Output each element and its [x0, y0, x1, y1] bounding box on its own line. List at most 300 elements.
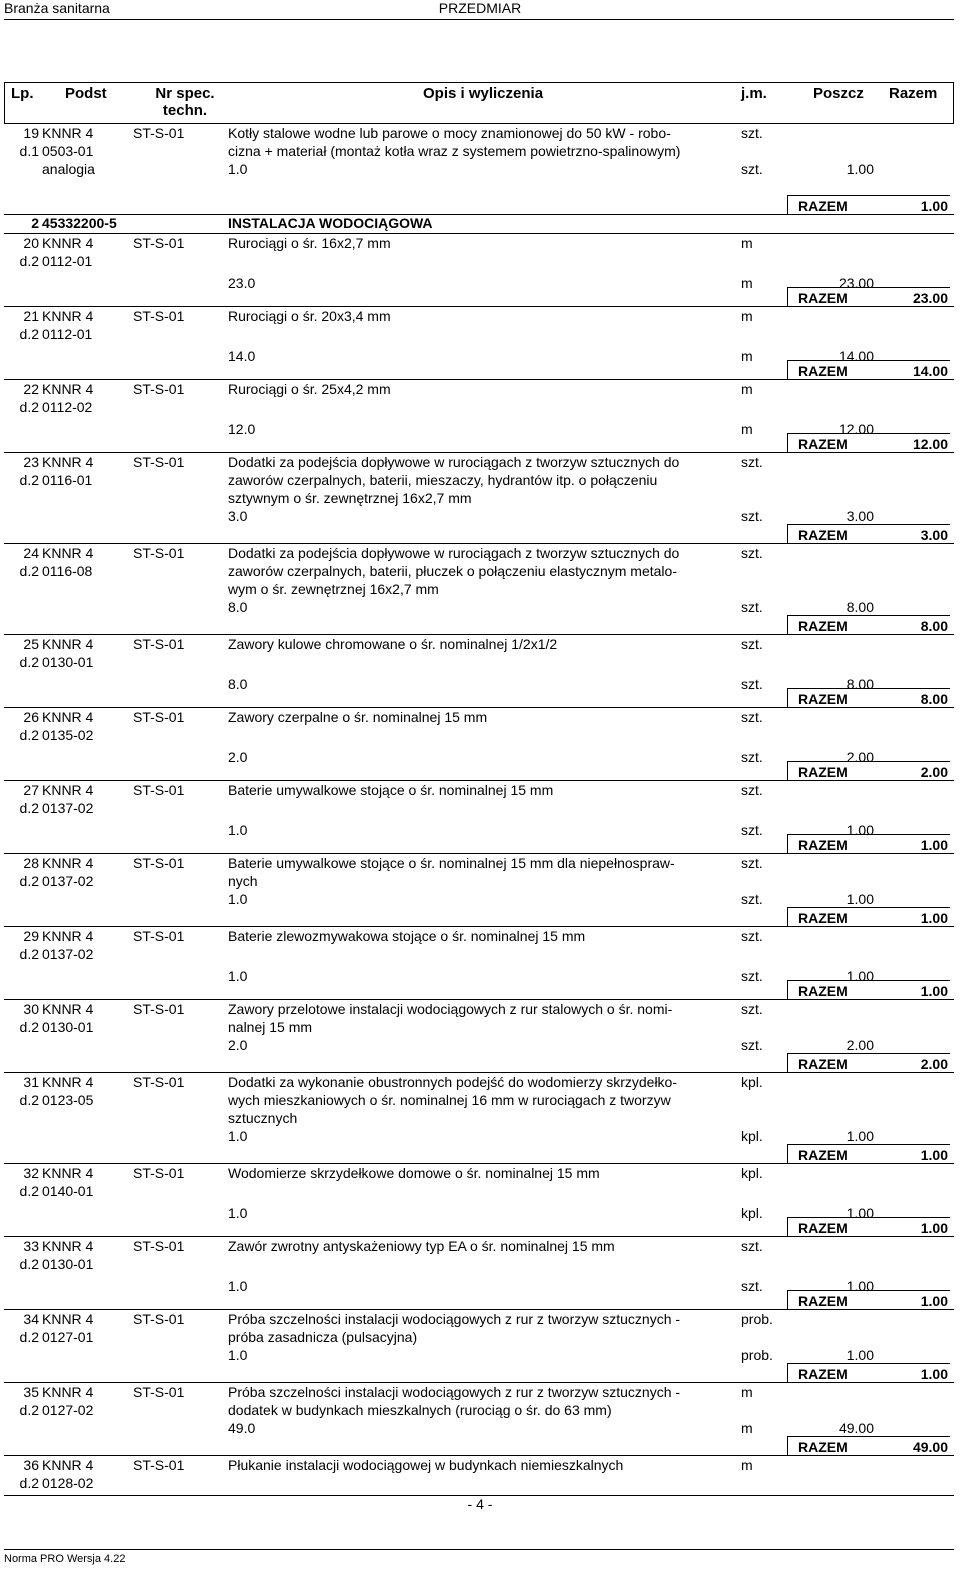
row-subnumber: d.2: [19, 1475, 39, 1491]
row-unit: szt.: [741, 782, 763, 798]
row-description: [228, 635, 738, 653]
row-description: [228, 453, 738, 507]
row-spec: ST-S-01: [133, 235, 185, 251]
row-description: [228, 544, 738, 598]
row-quantity: 1.0: [228, 968, 248, 984]
row-podst: [42, 380, 93, 416]
table-row: [4, 635, 954, 708]
razem-label: RAZEM: [798, 1220, 848, 1236]
row-podst: [42, 124, 95, 178]
row-number: 22: [23, 381, 39, 397]
row-quantity: 23.0: [228, 275, 256, 291]
row-subnumber: d.2: [19, 1256, 39, 1272]
row-spec: ST-S-01: [133, 1165, 185, 1181]
row-spec: ST-S-01: [133, 545, 185, 561]
row-poszcz: 1.00: [846, 161, 874, 177]
col-jm: j.m.: [741, 85, 767, 102]
podst-line: 0112-01: [42, 326, 93, 342]
row-poszcz: 1.00: [846, 1278, 874, 1294]
row-quantity-unit: szt.: [741, 891, 763, 907]
row-number: 35: [23, 1384, 39, 1400]
row-lp: [4, 380, 39, 416]
row-description: [228, 1073, 738, 1127]
table-row: [4, 380, 954, 453]
row-subnumber: d.2: [19, 1329, 39, 1345]
table-body: [4, 124, 954, 1496]
razem-label: RAZEM: [798, 618, 848, 634]
podst-line: KNNR 4: [42, 1311, 94, 1327]
row-podst: [42, 1237, 93, 1273]
podst-line: 0137-02: [42, 800, 94, 816]
row-razem: [787, 688, 950, 708]
razem-value: 8.00: [920, 618, 948, 634]
table-row: [4, 234, 954, 307]
description-line: Dodatki za podejścia dopływowe w rurociągach z tworzyw sztucznych do: [228, 454, 680, 470]
row-description: [228, 1164, 738, 1182]
row-podst: [42, 1073, 93, 1109]
row-lp: [4, 1383, 39, 1419]
razem-value: 1.00: [920, 983, 948, 999]
row-subnumber: d.2: [19, 399, 39, 415]
razem-value: 1.00: [920, 1147, 948, 1163]
row-quantity-unit: szt.: [741, 1037, 763, 1053]
row-poszcz: 8.00: [846, 676, 874, 692]
row-razem: [787, 433, 950, 453]
row-subnumber: d.2: [19, 326, 39, 342]
row-podst: [42, 1456, 93, 1492]
row-description: [228, 234, 738, 252]
row-description: [228, 307, 738, 325]
row-quantity-unit: kpl.: [741, 1205, 763, 1221]
row-podst: [42, 544, 93, 580]
header-divider: [4, 19, 954, 20]
row-quantity-unit: kpl.: [741, 1128, 763, 1144]
section-code: 45332200-5: [42, 215, 117, 231]
table-row: [4, 1310, 954, 1383]
row-description: [228, 1237, 738, 1255]
row-quantity-unit: m: [741, 421, 753, 437]
podst-line: KNNR 4: [42, 709, 94, 725]
razem-value: 1.00: [920, 198, 948, 214]
row-quantity: 1.0: [228, 1128, 248, 1144]
row-lp: [4, 854, 39, 890]
podst-line: 0128-02: [42, 1475, 94, 1491]
row-description: [228, 124, 738, 160]
row-subnumber: d.2: [19, 654, 39, 670]
razem-label: RAZEM: [798, 983, 848, 999]
description-line: Zawory przelotowe instalacji wodociągowych z rur stalowych o śr. nomi-: [228, 1001, 673, 1017]
razem-label: RAZEM: [798, 198, 848, 214]
razem-label: RAZEM: [798, 1439, 848, 1455]
row-spec: ST-S-01: [133, 855, 185, 871]
row-unit: m: [741, 381, 753, 397]
razem-value: 23.00: [912, 290, 948, 306]
row-quantity: 1.0: [228, 1205, 248, 1221]
row-podst: [42, 781, 93, 817]
row-number: 27: [23, 782, 39, 798]
row-unit: m: [741, 308, 753, 324]
razem-value: 1.00: [920, 910, 948, 926]
row-lp: [4, 927, 39, 963]
row-spec: ST-S-01: [133, 782, 185, 798]
row-number: 31: [23, 1074, 39, 1090]
row-quantity: 1.0: [228, 1278, 248, 1294]
row-poszcz: 1.00: [846, 1205, 874, 1221]
podst-line: 0503-01: [42, 143, 94, 159]
description-line: Próba szczelności instalacji wodociągowych z rur z tworzyw sztucznych -: [228, 1384, 681, 1400]
razem-label: RAZEM: [798, 527, 848, 543]
podst-line: KNNR 4: [42, 782, 94, 798]
table-row: [4, 854, 954, 927]
podst-line: 0137-02: [42, 946, 94, 962]
col-podst: Podst: [65, 85, 107, 102]
description-line: nalnej 15 mm: [228, 1019, 313, 1035]
row-quantity: 49.0: [228, 1420, 256, 1436]
description-line: wym o śr. zewnętrznej 16x2,7 mm: [228, 581, 439, 597]
row-subnumber: d.2: [19, 800, 39, 816]
razem-value: 1.00: [920, 1366, 948, 1382]
row-description: [228, 380, 738, 398]
row-spec: ST-S-01: [133, 928, 185, 944]
col-nr-spec: Nr spec. techn.: [155, 85, 215, 119]
description-line: Baterie umywalkowe stojące o śr. nominalnej 15 mm dla niepełnospraw-: [228, 855, 675, 871]
row-quantity: 1.0: [228, 161, 248, 177]
row-subnumber: d.2: [19, 563, 39, 579]
description-line: Próba szczelności instalacji wodociągowych z rur z tworzyw sztucznych -: [228, 1311, 681, 1327]
row-lp: [4, 1310, 39, 1346]
description-line: Rurociągi o śr. 25x4,2 mm: [228, 381, 391, 397]
row-poszcz: 3.00: [846, 508, 874, 524]
row-quantity-unit: szt.: [741, 749, 763, 765]
podst-line: KNNR 4: [42, 308, 94, 324]
row-lp: [4, 1000, 39, 1036]
table-row: [4, 708, 954, 781]
razem-label: RAZEM: [798, 910, 848, 926]
row-description: [228, 1310, 738, 1346]
razem-label: RAZEM: [798, 290, 848, 306]
row-poszcz: 1.00: [846, 822, 874, 838]
description-line: cizna + materiał (montaż kotła wraz z systemem powietrzno-spalinowym): [228, 143, 681, 159]
table-row: [4, 781, 954, 854]
row-poszcz: 8.00: [846, 599, 874, 615]
row-subnumber: d.2: [19, 727, 39, 743]
razem-label: RAZEM: [798, 436, 848, 452]
razem-value: 12.00: [912, 436, 948, 452]
podst-line: 0130-01: [42, 1019, 94, 1035]
row-quantity: 12.0: [228, 421, 256, 437]
row-subnumber: d.1: [19, 143, 39, 159]
row-lp: [4, 453, 39, 489]
row-subnumber: d.2: [19, 472, 39, 488]
podst-line: 0112-02: [42, 399, 93, 415]
podst-line: KNNR 4: [42, 1074, 94, 1090]
row-lp: [4, 307, 39, 343]
row-razem: [787, 1363, 950, 1383]
row-description: [228, 1383, 738, 1419]
description-line: Płukanie instalacji wodociągowej w budynkach niemieszkalnych: [228, 1457, 624, 1473]
razem-label: RAZEM: [798, 1293, 848, 1309]
podst-line: KNNR 4: [42, 1165, 94, 1181]
row-number: 19: [23, 125, 39, 141]
row-spec: ST-S-01: [133, 454, 185, 470]
podst-line: KNNR 4: [42, 636, 94, 652]
row-razem: [787, 1217, 950, 1237]
podst-line: 0135-02: [42, 727, 94, 743]
row-spec: ST-S-01: [133, 636, 185, 652]
row-quantity-unit: szt.: [741, 599, 763, 615]
razem-label: RAZEM: [798, 1147, 848, 1163]
podst-line: analogia: [42, 161, 95, 177]
razem-value: 2.00: [920, 764, 948, 780]
row-quantity: 8.0: [228, 599, 248, 615]
podst-line: 0127-02: [42, 1402, 94, 1418]
table-row: [4, 1000, 954, 1073]
row-unit: kpl.: [741, 1165, 763, 1181]
description-line: zaworów czerpalnych, baterii, płuczek o połączeniu elastycznym metalo-: [228, 563, 677, 579]
row-podst: [42, 453, 93, 489]
document-branch: Branża sanitarna: [4, 0, 110, 16]
col-lp: Lp.: [11, 85, 34, 102]
description-line: Baterie umywalkowe stojące o śr. nominalnej 15 mm: [228, 782, 554, 798]
row-lp: [4, 1237, 39, 1273]
col-opis: Opis i wyliczenia: [423, 85, 544, 102]
section-number: 2: [31, 215, 39, 231]
podst-line: KNNR 4: [42, 1238, 94, 1254]
row-subnumber: d.2: [19, 946, 39, 962]
row-number: 34: [23, 1311, 39, 1327]
description-line: Dodatki za podejścia dopływowe w rurociągach z tworzyw sztucznych do: [228, 545, 680, 561]
row-description: [228, 927, 738, 945]
row-spec: ST-S-01: [133, 709, 185, 725]
row-spec: ST-S-01: [133, 1311, 185, 1327]
podst-line: KNNR 4: [42, 125, 94, 141]
row-quantity: 2.0: [228, 1037, 248, 1053]
row-number: 33: [23, 1238, 39, 1254]
description-line: Zawór zwrotny antyskażeniowy typ EA o śr. nominalnej 15 mm: [228, 1238, 615, 1254]
table-row: [4, 453, 954, 544]
row-number: 29: [23, 928, 39, 944]
row-quantity-unit: m: [741, 1420, 753, 1436]
estimate-table: [4, 82, 954, 1496]
razem-label: RAZEM: [798, 1366, 848, 1382]
row-subnumber: d.2: [19, 1183, 39, 1199]
row-poszcz: 1.00: [846, 891, 874, 907]
row-unit: szt.: [741, 125, 763, 141]
row-spec: ST-S-01: [133, 1457, 185, 1473]
description-line: sztywnym o śr. zewnętrznej 16x2,7 mm: [228, 490, 472, 506]
row-lp: [4, 708, 39, 744]
section-header: [4, 215, 954, 234]
row-number: 23: [23, 454, 39, 470]
table-row: [4, 1456, 954, 1496]
description-line: Kotły stalowe wodne lub parowe o mocy znamionowej do 50 kW - robo-: [228, 125, 671, 141]
description-line: nych: [228, 873, 258, 889]
row-quantity-unit: szt.: [741, 822, 763, 838]
row-number: 24: [23, 545, 39, 561]
description-line: Dodatki za wykonanie obustronnych podejść do wodomierzy skrzydełko-: [228, 1074, 677, 1090]
razem-label: RAZEM: [798, 837, 848, 853]
row-podst: [42, 1310, 93, 1346]
podst-line: KNNR 4: [42, 454, 94, 470]
podst-line: 0127-01: [42, 1329, 94, 1345]
row-podst: [42, 1164, 93, 1200]
row-podst: [42, 234, 93, 270]
razem-value: 14.00: [912, 363, 948, 379]
podst-line: 0116-08: [42, 563, 93, 579]
row-razem: [787, 524, 950, 544]
podst-line: KNNR 4: [42, 381, 94, 397]
row-spec: ST-S-01: [133, 125, 185, 141]
table-row: [4, 1383, 954, 1456]
razem-label: RAZEM: [798, 764, 848, 780]
col-poszcz: Poszcz: [813, 85, 864, 102]
row-lp: [4, 234, 39, 270]
page-number: - 4 -: [467, 1496, 493, 1512]
row-unit: kpl.: [741, 1074, 763, 1090]
table-row: [4, 1073, 954, 1164]
razem-value: 1.00: [920, 1220, 948, 1236]
row-razem: [787, 761, 950, 781]
row-poszcz: 2.00: [846, 749, 874, 765]
razem-value: 1.00: [920, 837, 948, 853]
razem-label: RAZEM: [798, 363, 848, 379]
row-spec: ST-S-01: [133, 1384, 185, 1400]
row-description: [228, 1456, 738, 1474]
row-razem: [787, 1144, 950, 1164]
description-line: próba zasadnicza (pulsacyjna): [228, 1329, 418, 1345]
row-unit: szt.: [741, 454, 763, 470]
row-poszcz: 23.00: [838, 275, 874, 291]
row-lp: [4, 1456, 39, 1492]
software-version: Norma PRO Wersja 4.22: [4, 1553, 126, 1565]
row-quantity: 14.0: [228, 348, 256, 364]
razem-value: 2.00: [920, 1056, 948, 1072]
row-razem: [787, 834, 950, 854]
row-lp: [4, 781, 39, 817]
razem-label: RAZEM: [798, 691, 848, 707]
row-unit: szt.: [741, 636, 763, 652]
razem-value: 49.00: [912, 1439, 948, 1455]
row-razem: [787, 360, 950, 380]
row-number: 28: [23, 855, 39, 871]
row-unit: szt.: [741, 1001, 763, 1017]
row-unit: szt.: [741, 709, 763, 725]
row-quantity-unit: m: [741, 275, 753, 291]
col-razem: Razem: [889, 85, 938, 102]
podst-line: 0123-05: [42, 1092, 94, 1108]
table-row: [4, 124, 954, 215]
table-row: [4, 307, 954, 380]
table-header: [4, 82, 954, 124]
row-lp: [4, 124, 39, 160]
row-unit: szt.: [741, 855, 763, 871]
description-line: Rurociągi o śr. 16x2,7 mm: [228, 235, 391, 251]
row-unit: szt.: [741, 1238, 763, 1254]
razem-value: 3.00: [920, 527, 948, 543]
row-quantity-unit: szt.: [741, 508, 763, 524]
description-line: sztucznych: [228, 1110, 298, 1126]
description-line: Rurociągi o śr. 20x3,4 mm: [228, 308, 391, 324]
podst-line: 0112-01: [42, 253, 93, 269]
description-line: Zawory kulowe chromowane o śr. nominalnej 1/2x1/2: [228, 636, 558, 652]
row-lp: [4, 635, 39, 671]
podst-line: KNNR 4: [42, 235, 94, 251]
row-spec: ST-S-01: [133, 1074, 185, 1090]
row-quantity-unit: szt.: [741, 676, 763, 692]
row-number: 21: [23, 308, 39, 324]
row-unit: m: [741, 235, 753, 251]
row-poszcz: 12.00: [838, 421, 874, 437]
podst-line: KNNR 4: [42, 1001, 94, 1017]
row-podst: [42, 1383, 93, 1419]
row-quantity-unit: szt.: [741, 161, 763, 177]
row-unit: m: [741, 1457, 753, 1473]
podst-line: KNNR 4: [42, 545, 94, 561]
row-spec: ST-S-01: [133, 1001, 185, 1017]
description-line: Wodomierze skrzydełkowe domowe o śr. nominalnej 15 mm: [228, 1165, 600, 1181]
row-quantity: 1.0: [228, 822, 248, 838]
row-description: [228, 854, 738, 890]
row-unit: szt.: [741, 928, 763, 944]
row-razem: [787, 907, 950, 927]
podst-line: 0140-01: [42, 1183, 94, 1199]
row-lp: [4, 1073, 39, 1109]
row-podst: [42, 927, 93, 963]
row-podst: [42, 1000, 93, 1036]
row-number: 26: [23, 709, 39, 725]
razem-value: 8.00: [920, 691, 948, 707]
row-description: [228, 781, 738, 799]
razem-value: 1.00: [920, 1293, 948, 1309]
row-podst: [42, 635, 93, 671]
table-row: [4, 1237, 954, 1310]
row-razem: [787, 1053, 950, 1073]
podst-line: KNNR 4: [42, 928, 94, 944]
description-line: dodatek w budynkach mieszkalnych (rurociąg o śr. do 63 mm): [228, 1402, 612, 1418]
row-description: [228, 708, 738, 726]
row-spec: ST-S-01: [133, 381, 185, 397]
row-spec: ST-S-01: [133, 1238, 185, 1254]
podst-line: 0137-02: [42, 873, 94, 889]
row-number: 30: [23, 1001, 39, 1017]
row-unit: prob.: [741, 1311, 773, 1327]
row-subnumber: d.2: [19, 1402, 39, 1418]
row-poszcz: 14.00: [838, 348, 874, 364]
row-razem: [787, 1290, 950, 1310]
row-poszcz: 1.00: [846, 1347, 874, 1363]
podst-line: KNNR 4: [42, 1457, 94, 1473]
row-razem: [787, 615, 950, 635]
row-quantity-unit: m: [741, 348, 753, 364]
row-quantity-unit: szt.: [741, 1278, 763, 1294]
row-description: [228, 1000, 738, 1036]
row-poszcz: 49.00: [838, 1420, 874, 1436]
description-line: wych mieszkaniowych o śr. nominalnej 16 mm w rurociągach z tworzyw: [228, 1092, 671, 1108]
row-number: 25: [23, 636, 39, 652]
row-quantity-unit: szt.: [741, 968, 763, 984]
row-podst: [42, 307, 93, 343]
row-subnumber: d.2: [19, 1019, 39, 1035]
podst-line: KNNR 4: [42, 855, 94, 871]
row-lp: [4, 1164, 39, 1200]
document-title: PRZEDMIAR: [438, 0, 522, 16]
podst-line: 0130-01: [42, 1256, 94, 1272]
table-row: [4, 927, 954, 1000]
row-poszcz: 1.00: [846, 1128, 874, 1144]
podst-line: 0116-01: [42, 472, 93, 488]
row-unit: m: [741, 1384, 753, 1400]
row-poszcz: 2.00: [846, 1037, 874, 1053]
